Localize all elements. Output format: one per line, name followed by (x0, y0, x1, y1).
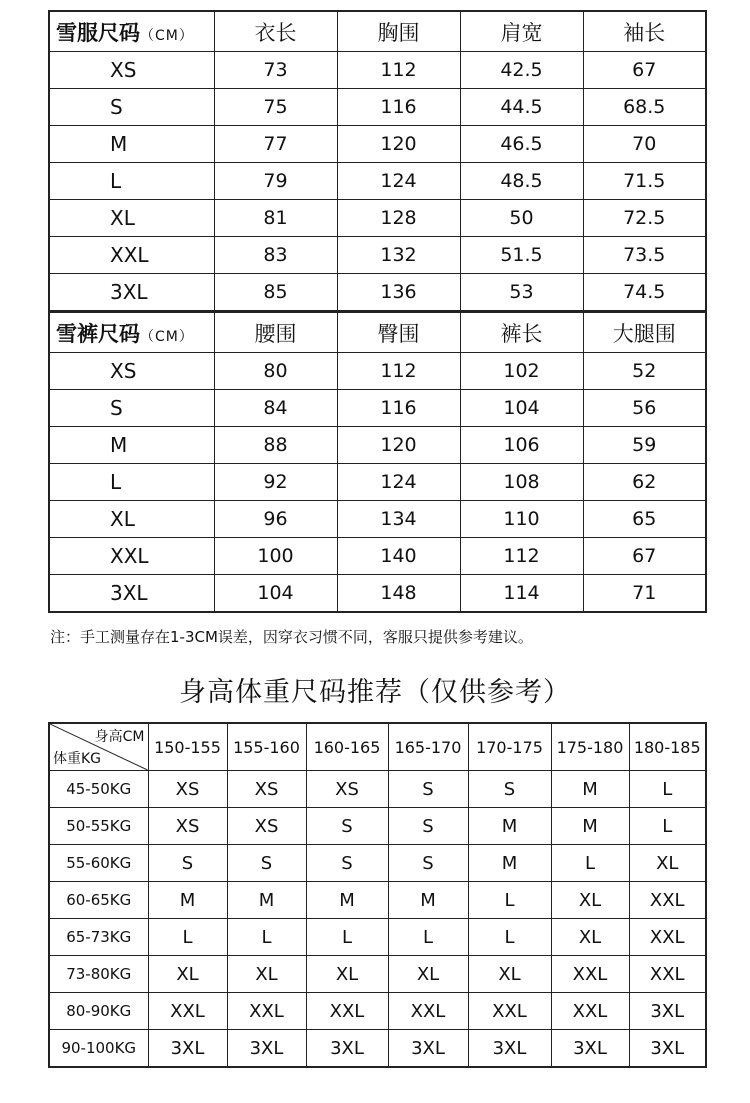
jacket-cell: 85 (214, 274, 337, 312)
pants-row (49, 501, 706, 538)
jacket-row (49, 237, 706, 274)
size-cell: M (388, 882, 468, 919)
jacket-cell: 136 (337, 274, 460, 312)
jacket-col-header: 衣长 (214, 11, 337, 52)
jacket-size-label: M (49, 126, 214, 163)
pants-cell: 148 (337, 575, 460, 613)
jacket-title-cell (49, 11, 214, 52)
pants-cell: 140 (337, 538, 460, 575)
pants-size-label: XL (49, 501, 214, 538)
pants-cell: 92 (214, 464, 337, 501)
size-cell: S (148, 845, 227, 882)
pants-size-label: S (49, 390, 214, 427)
size-cell: XXL (629, 956, 706, 993)
size-cell: M (306, 882, 388, 919)
jacket-row (49, 163, 706, 200)
pants-cell: 104 (214, 575, 337, 613)
jacket-cell: 70 (583, 126, 706, 163)
jacket-size-label: XXL (49, 237, 214, 274)
height-header: 175-180 (551, 723, 629, 771)
jacket-row (49, 52, 706, 89)
jacket-cell: 77 (214, 126, 337, 163)
pants-cell: 114 (460, 575, 583, 613)
pants-cell: 88 (214, 427, 337, 464)
size-cell: XXL (629, 919, 706, 956)
size-cell: M (551, 771, 629, 808)
pants-cell: 71 (583, 575, 706, 613)
jacket-col-header: 胸围 (337, 11, 460, 52)
size-cell: L (468, 919, 551, 956)
corner-cell (49, 723, 148, 771)
jacket-col-header: 袖长 (583, 11, 706, 52)
pants-col-header: 臀围 (337, 312, 460, 353)
jacket-cell: 81 (214, 200, 337, 237)
size-cell: XXL (227, 993, 306, 1030)
size-cell: S (388, 771, 468, 808)
jacket-cell: 53 (460, 274, 583, 312)
recommend-row (49, 771, 706, 808)
weight-label: 80-90KG (49, 993, 148, 1030)
jacket-size-section (49, 11, 706, 312)
size-cell: XS (306, 771, 388, 808)
height-header: 180-185 (629, 723, 706, 771)
size-cell: 3XL (227, 1030, 306, 1068)
recommend-row (49, 956, 706, 993)
pants-row (49, 427, 706, 464)
size-cell: XXL (306, 993, 388, 1030)
size-cell: XL (468, 956, 551, 993)
pants-cell: 67 (583, 538, 706, 575)
size-cell: M (551, 808, 629, 845)
pants-size-label: 3XL (49, 575, 214, 613)
size-cell: XS (148, 771, 227, 808)
recommend-header-row (49, 723, 706, 771)
size-cell: XS (227, 771, 306, 808)
weight-label: 60-65KG (49, 882, 148, 919)
jacket-size-label: XS (49, 52, 214, 89)
measurement-note: 注：手工测量存在1-3CM误差，因穿衣习惯不同，客服只提供参考建议。 (50, 628, 533, 646)
jacket-cell: 79 (214, 163, 337, 200)
size-cell: S (306, 808, 388, 845)
jacket-title: 雪服尺码 (56, 20, 140, 45)
pants-cell: 100 (214, 538, 337, 575)
size-cell: M (468, 808, 551, 845)
jacket-cell: 73 (214, 52, 337, 89)
pants-cell: 112 (460, 538, 583, 575)
weight-label: 65-73KG (49, 919, 148, 956)
jacket-cell: 48.5 (460, 163, 583, 200)
weight-label: 55-60KG (49, 845, 148, 882)
size-cell: XL (388, 956, 468, 993)
weight-label: 50-55KG (49, 808, 148, 845)
jacket-cell: 83 (214, 237, 337, 274)
jacket-unit: （CM） (140, 27, 194, 44)
corner-weight-label: 体重KG (53, 751, 102, 767)
pants-cell: 80 (214, 353, 337, 390)
height-header: 165-170 (388, 723, 468, 771)
pants-cell: 62 (583, 464, 706, 501)
jacket-cell: 116 (337, 89, 460, 126)
pants-cell: 134 (337, 501, 460, 538)
pants-cell: 106 (460, 427, 583, 464)
size-cell: L (629, 771, 706, 808)
jacket-size-label: XL (49, 200, 214, 237)
jacket-cell: 50 (460, 200, 583, 237)
jacket-cell: 44.5 (460, 89, 583, 126)
size-cell: XS (227, 808, 306, 845)
pants-cell: 52 (583, 353, 706, 390)
pants-cell: 84 (214, 390, 337, 427)
size-cell: XL (148, 956, 227, 993)
pants-size-label: L (49, 464, 214, 501)
jacket-cell: 74.5 (583, 274, 706, 312)
height-header: 170-175 (468, 723, 551, 771)
size-cell: 3XL (148, 1030, 227, 1068)
corner-height-label: 身高CM (94, 729, 145, 745)
pants-cell: 56 (583, 390, 706, 427)
size-cell: XL (551, 919, 629, 956)
recommend-row (49, 993, 706, 1030)
size-cell: 3XL (468, 1030, 551, 1068)
pants-cell: 102 (460, 353, 583, 390)
jacket-row (49, 126, 706, 163)
recommend-row (49, 919, 706, 956)
jacket-cell: 73.5 (583, 237, 706, 274)
size-cell: 3XL (306, 1030, 388, 1068)
size-cell: L (468, 882, 551, 919)
jacket-cell: 71.5 (583, 163, 706, 200)
recommend-row (49, 882, 706, 919)
size-cell: L (388, 919, 468, 956)
jacket-cell: 75 (214, 89, 337, 126)
pants-cell: 124 (337, 464, 460, 501)
pants-cell: 110 (460, 501, 583, 538)
pants-cell: 120 (337, 427, 460, 464)
jacket-size-label: L (49, 163, 214, 200)
jacket-cell: 120 (337, 126, 460, 163)
recommend-row (49, 808, 706, 845)
jacket-cell: 67 (583, 52, 706, 89)
size-cell: XL (306, 956, 388, 993)
height-header: 150-155 (148, 723, 227, 771)
size-cell: S (388, 845, 468, 882)
pants-row (49, 575, 706, 613)
size-cell: XS (148, 808, 227, 845)
size-cell: XXL (388, 993, 468, 1030)
size-cell: XL (551, 882, 629, 919)
size-cell: XL (227, 956, 306, 993)
size-cell: 3XL (629, 1030, 706, 1068)
pants-cell: 116 (337, 390, 460, 427)
size-cell: XXL (551, 993, 629, 1030)
recommend-table (48, 722, 707, 1068)
size-cell: XL (629, 845, 706, 882)
jacket-cell: 124 (337, 163, 460, 200)
size-cell: XXL (551, 956, 629, 993)
weight-label: 45-50KG (49, 771, 148, 808)
pants-col-header: 大腿围 (583, 312, 706, 353)
jacket-cell: 132 (337, 237, 460, 274)
size-cell: 3XL (388, 1030, 468, 1068)
pants-cell: 59 (583, 427, 706, 464)
height-header: 160-165 (306, 723, 388, 771)
pants-col-header: 腰围 (214, 312, 337, 353)
jacket-size-label: S (49, 89, 214, 126)
size-cell: 3XL (629, 993, 706, 1030)
weight-label: 90-100KG (49, 1030, 148, 1068)
jacket-row (49, 200, 706, 237)
pants-cell: 112 (337, 353, 460, 390)
size-cell: L (148, 919, 227, 956)
recommend-row (49, 845, 706, 882)
recommend-title: 身高体重尺码推荐（仅供参考） (179, 677, 571, 708)
pants-cell: 96 (214, 501, 337, 538)
jacket-cell: 112 (337, 52, 460, 89)
size-cell: S (306, 845, 388, 882)
weight-label: 73-80KG (49, 956, 148, 993)
jacket-col-header: 肩宽 (460, 11, 583, 52)
size-cell: XXL (148, 993, 227, 1030)
pants-row (49, 464, 706, 501)
size-cell: L (551, 845, 629, 882)
pants-title-cell (49, 312, 214, 353)
pants-cell: 65 (583, 501, 706, 538)
size-cell: XXL (629, 882, 706, 919)
jacket-header-row (49, 11, 706, 52)
size-cell: M (148, 882, 227, 919)
pants-size-label: XXL (49, 538, 214, 575)
jacket-cell: 128 (337, 200, 460, 237)
size-chart-table (48, 10, 707, 613)
jacket-row (49, 89, 706, 126)
jacket-cell: 46.5 (460, 126, 583, 163)
pants-title: 雪裤尺码 (56, 321, 140, 346)
pants-size-section (49, 312, 706, 613)
pants-row (49, 390, 706, 427)
size-cell: 3XL (551, 1030, 629, 1068)
pants-cell: 108 (460, 464, 583, 501)
recommend-row (49, 1030, 706, 1068)
pants-cell: 104 (460, 390, 583, 427)
size-cell: L (227, 919, 306, 956)
size-cell: S (468, 771, 551, 808)
pants-row (49, 353, 706, 390)
size-cell: L (629, 808, 706, 845)
pants-header-row (49, 312, 706, 353)
size-cell: L (306, 919, 388, 956)
jacket-cell: 72.5 (583, 200, 706, 237)
height-header: 155-160 (227, 723, 306, 771)
pants-size-label: XS (49, 353, 214, 390)
pants-col-header: 裤长 (460, 312, 583, 353)
pants-size-label: M (49, 427, 214, 464)
pants-unit: （CM） (140, 328, 194, 345)
size-cell: S (227, 845, 306, 882)
jacket-cell: 68.5 (583, 89, 706, 126)
jacket-row (49, 274, 706, 312)
jacket-cell: 42.5 (460, 52, 583, 89)
size-cell: XXL (468, 993, 551, 1030)
jacket-cell: 51.5 (460, 237, 583, 274)
size-cell: M (227, 882, 306, 919)
pants-row (49, 538, 706, 575)
size-cell: S (388, 808, 468, 845)
jacket-size-label: 3XL (49, 274, 214, 312)
size-cell: M (468, 845, 551, 882)
